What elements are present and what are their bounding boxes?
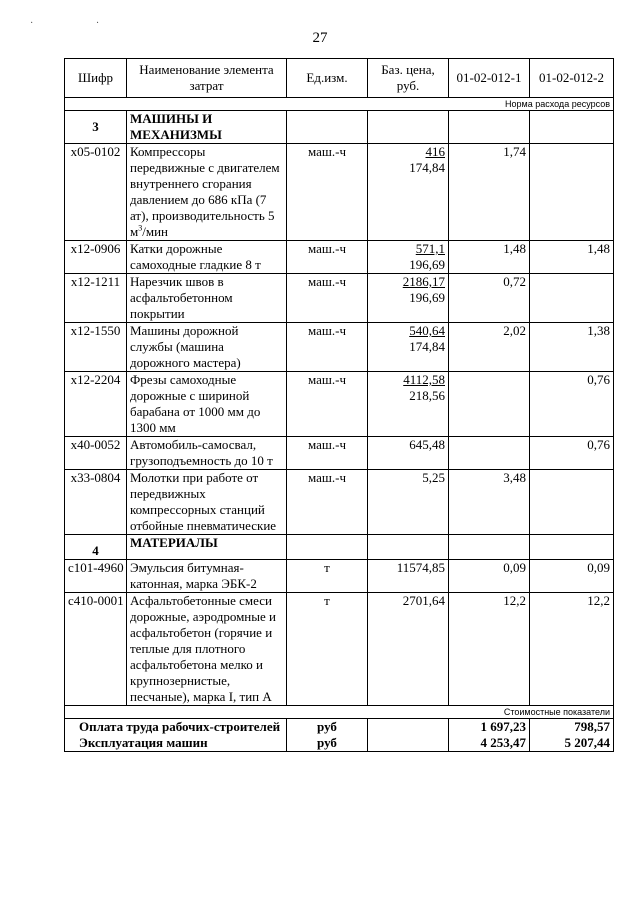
- totals-row: [65, 735, 614, 752]
- totals-value-col1: 1 697,23: [449, 719, 530, 736]
- row-value-col2: 1,48: [530, 241, 614, 274]
- empty-cell: [449, 535, 530, 560]
- row-value-col1: 1,48: [449, 241, 530, 274]
- row-name: Эмульсия битумная-катонная, марка ЭБК-2: [127, 560, 287, 593]
- row-price-main: 416: [425, 144, 445, 159]
- totals-value-col2: 5 207,44: [530, 735, 614, 752]
- row-price: [368, 323, 449, 372]
- row-value-col1: 0,09: [449, 560, 530, 593]
- table-row: [65, 593, 614, 706]
- norm-row: [65, 98, 614, 111]
- table-row: [65, 470, 614, 535]
- row-price: [368, 241, 449, 274]
- table-row: [65, 241, 614, 274]
- row-name: Молотки при работе от передвижных компрессорных станций отбойные пневматические: [127, 470, 287, 535]
- row-price: [368, 372, 449, 437]
- header-price: Баз. цена, руб.: [368, 59, 449, 98]
- row-price-main: 11574,85: [396, 560, 445, 575]
- row-code: х12-2204: [65, 372, 127, 437]
- empty-cell: [368, 719, 449, 736]
- empty-cell: [530, 535, 614, 560]
- header-col2: 01-02-012-2: [530, 59, 614, 98]
- header-row: [65, 59, 614, 98]
- section-title: МАТЕРИАЛЫ: [127, 535, 287, 560]
- row-name: Автомобиль-самосвал, грузоподъемность до 10 т: [127, 437, 287, 470]
- empty-cell: [368, 535, 449, 560]
- row-value-col2: 1,38: [530, 323, 614, 372]
- row-price-main: 2701,64: [402, 593, 445, 608]
- section-number: 4: [65, 535, 127, 560]
- header-code: Шифр: [65, 59, 127, 98]
- header-name: Наименование элемента затрат: [127, 59, 287, 98]
- row-value-col1: 3,48: [449, 470, 530, 535]
- cost-label: Стоимостные показатели: [65, 706, 614, 719]
- section-row: [65, 535, 614, 560]
- row-price-secondary: 218,56: [409, 388, 445, 403]
- row-value-col2: 0,09: [530, 560, 614, 593]
- row-value-col1: 12,2: [449, 593, 530, 706]
- row-value-col1: 0,72: [449, 274, 530, 323]
- row-value-col1: [449, 437, 530, 470]
- section-title: МАШИНЫ И МЕХАНИЗМЫ: [127, 111, 287, 144]
- section-number: 3: [65, 111, 127, 144]
- row-price-main: 645,48: [409, 437, 445, 452]
- totals-value-col1: 4 253,47: [449, 735, 530, 752]
- empty-cell: [368, 735, 449, 752]
- row-value-col1: [449, 372, 530, 437]
- totals-value-col2: 798,57: [530, 719, 614, 736]
- row-value-col2: 0,76: [530, 437, 614, 470]
- row-code: х05-0102: [65, 144, 127, 241]
- row-code: х12-0906: [65, 241, 127, 274]
- row-unit: маш.-ч: [287, 323, 368, 372]
- table-row: [65, 372, 614, 437]
- row-unit: маш.-ч: [287, 437, 368, 470]
- row-value-col2: 0,76: [530, 372, 614, 437]
- row-code: х12-1211: [65, 274, 127, 323]
- row-code: х40-0052: [65, 437, 127, 470]
- empty-cell: [287, 535, 368, 560]
- row-value-col1: 2,02: [449, 323, 530, 372]
- row-name: Фрезы самоходные дорожные с шириной барабана от 1000 мм до 1300 мм: [127, 372, 287, 437]
- row-code: х33-0804: [65, 470, 127, 535]
- table-row: [65, 274, 614, 323]
- cost-row: [65, 706, 614, 719]
- row-price: [368, 274, 449, 323]
- empty-cell: [287, 111, 368, 144]
- row-price: [368, 144, 449, 241]
- table-row: [65, 560, 614, 593]
- table-body: [65, 111, 614, 706]
- row-unit: маш.-ч: [287, 470, 368, 535]
- totals-name: Эксплуатация машин: [65, 735, 287, 752]
- row-name: Компрессоры передвижные с двигателем внутреннего сгорания давлением до 686 кПа (7 ат), производительность 5 $м^3$/мин: [127, 144, 287, 241]
- row-name: Катки дорожные самоходные гладкие 8 т: [127, 241, 287, 274]
- table-row: [65, 144, 614, 241]
- resource-table: [64, 58, 614, 752]
- row-unit: маш.-ч: [287, 144, 368, 241]
- row-value-col2: [530, 274, 614, 323]
- row-code: с410-0001: [65, 593, 127, 706]
- row-price-secondary: 174,84: [409, 160, 445, 175]
- row-code: с101-4960: [65, 560, 127, 593]
- totals-name: Оплата труда рабочих-строителей: [65, 719, 287, 736]
- totals-unit: руб: [287, 719, 368, 736]
- row-price-secondary: 174,84: [409, 339, 445, 354]
- row-price-main: 571,1: [415, 241, 445, 256]
- page-number: 27: [312, 30, 328, 46]
- row-price-main: 540,64: [409, 323, 445, 338]
- table-row: [65, 323, 614, 372]
- header-unit: Ед.изм.: [287, 59, 368, 98]
- row-name: Асфальтобетонные смеси дорожные, аэродромные и асфальтобетон (горячие и теплые для плотного асфальтобетона мелко и крупнозернистые, песчаные), марка I, тип А: [127, 593, 287, 706]
- totals-row: [65, 719, 614, 736]
- row-name: Нарезчик швов в асфальтобетонном покрытии: [127, 274, 287, 323]
- row-unit: маш.-ч: [287, 274, 368, 323]
- totals-unit: руб: [287, 735, 368, 752]
- row-name: Машины дорожной службы (машина дорожного мастера): [127, 323, 287, 372]
- row-price-secondary: 196,69: [409, 257, 445, 272]
- norm-label: Норма расхода ресурсов: [65, 98, 614, 111]
- empty-cell: [368, 111, 449, 144]
- row-price-main: 5,25: [422, 470, 445, 485]
- row-price: [368, 560, 449, 593]
- row-value-col2: 12,2: [530, 593, 614, 706]
- row-name-superscript: 3: [138, 223, 143, 233]
- scan-marks: · ·: [30, 18, 130, 29]
- row-price: [368, 470, 449, 535]
- row-value-col2: [530, 144, 614, 241]
- row-price-main: 2186,17: [402, 274, 445, 289]
- section-row: [65, 111, 614, 144]
- table-row: [65, 437, 614, 470]
- row-price-secondary: 196,69: [409, 290, 445, 305]
- row-value-col1: 1,74: [449, 144, 530, 241]
- row-unit: т: [287, 593, 368, 706]
- row-unit: маш.-ч: [287, 372, 368, 437]
- row-value-col2: [530, 470, 614, 535]
- empty-cell: [530, 111, 614, 144]
- header-col1: 01-02-012-1: [449, 59, 530, 98]
- row-price: [368, 593, 449, 706]
- row-code: х12-1550: [65, 323, 127, 372]
- row-price-main: 4112,58: [403, 372, 445, 387]
- totals-body: [65, 719, 614, 752]
- row-unit: т: [287, 560, 368, 593]
- empty-cell: [449, 111, 530, 144]
- row-unit: маш.-ч: [287, 241, 368, 274]
- row-price: [368, 437, 449, 470]
